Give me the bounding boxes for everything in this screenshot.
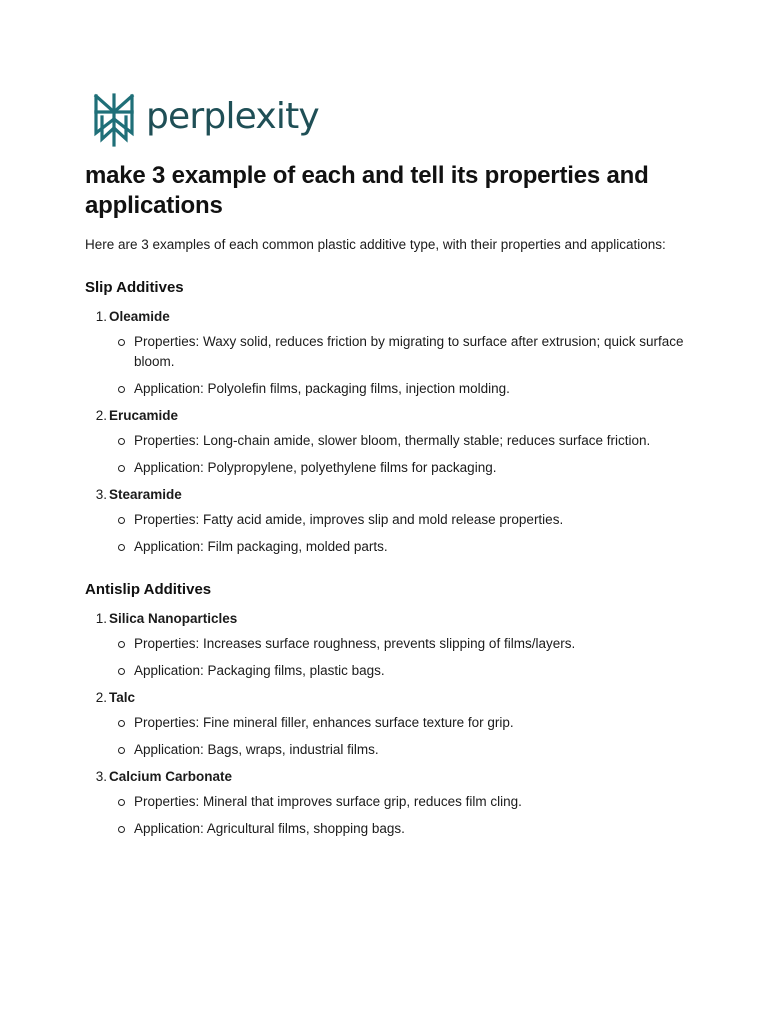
bullet-list (109, 332, 685, 399)
hollow-bullet-icon (118, 720, 125, 727)
intro-paragraph: Here are 3 examples of each common plastic additive type, with their properties and applications: (85, 237, 666, 252)
list-item-name: Stearamide (109, 487, 182, 502)
bullet-text: Properties: Fatty acid amide, improves slip and mold release properties. (134, 512, 564, 527)
list-item-number: 3. (95, 769, 107, 784)
bullet-text: Properties: Mineral that improves surface grip, reduces film cling. (134, 794, 522, 809)
list-item-name: Oleamide (109, 309, 170, 324)
bullet-item (109, 332, 685, 372)
hollow-bullet-icon (118, 438, 125, 445)
section (85, 580, 685, 839)
bullet-item (109, 713, 685, 733)
list-item-name: Talc (109, 690, 136, 705)
list-item-number: 1. (95, 309, 107, 324)
list-item-heading (95, 609, 685, 629)
bullet-text: Properties: Increases surface roughness, prevents slipping of films/layers. (134, 636, 576, 651)
hollow-bullet-icon (118, 799, 125, 806)
list-item-heading (95, 406, 685, 426)
brand-wordmark: perplexity (146, 96, 319, 137)
bullet-item (109, 537, 685, 557)
bullet-list (109, 792, 685, 839)
list-item-name: Silica Nanoparticles (109, 611, 238, 626)
bullet-list (109, 634, 685, 681)
list-item-number: 1. (95, 611, 107, 626)
list-item-name: Calcium Carbonate (109, 769, 233, 784)
list-item (85, 307, 685, 399)
hollow-bullet-icon (118, 465, 125, 472)
list-item-number: 2. (95, 690, 107, 705)
bullet-item (109, 458, 685, 478)
bullet-list (109, 431, 685, 478)
bullet-text: Application: Film packaging, molded parts. (134, 539, 388, 554)
bullet-item (109, 431, 685, 451)
bullet-item (109, 740, 685, 760)
perplexity-logo (92, 92, 319, 148)
bullet-item (109, 634, 685, 654)
bullet-text: Properties: Fine mineral filler, enhances surface texture for grip. (134, 715, 514, 730)
bullet-text: Application: Polyolefin films, packaging films, injection molding. (134, 381, 510, 396)
bullet-text: Application: Packaging films, plastic bags. (134, 663, 385, 678)
section-title: Slip Additives (85, 279, 184, 296)
hollow-bullet-icon (118, 826, 125, 833)
bullet-list (109, 510, 685, 557)
numbered-list (85, 307, 685, 557)
bullet-item (109, 819, 685, 839)
perplexity-logo-icon (92, 93, 136, 147)
hollow-bullet-icon (118, 641, 125, 648)
hollow-bullet-icon (118, 668, 125, 675)
bullet-text: Application: Bags, wraps, industrial films. (134, 742, 379, 757)
hollow-bullet-icon (118, 386, 125, 393)
list-item-number: 2. (95, 408, 107, 423)
hollow-bullet-icon (118, 747, 125, 754)
list-item-heading (95, 688, 685, 708)
bullet-list (109, 713, 685, 760)
section (85, 278, 685, 557)
bullet-text: Application: Polypropylene, polyethylene films for packaging. (134, 460, 497, 475)
hollow-bullet-icon (118, 339, 125, 346)
bullet-text: Properties: Long-chain amide, slower bloom, thermally stable; reduces surface friction. (134, 433, 651, 448)
list-item-heading (95, 485, 685, 505)
bullet-text: Application: Agricultural films, shopping bags. (134, 821, 405, 836)
list-item (85, 485, 685, 557)
numbered-list (85, 609, 685, 839)
section-title: Antislip Additives (85, 581, 212, 598)
bullet-item (109, 661, 685, 681)
hollow-bullet-icon (118, 517, 125, 524)
list-item (85, 406, 685, 478)
list-item-name: Erucamide (109, 408, 179, 423)
bullet-item (109, 510, 685, 530)
list-item (85, 767, 685, 839)
list-item-number: 3. (95, 487, 107, 502)
list-item (85, 688, 685, 760)
list-item (85, 609, 685, 681)
sections-container (85, 278, 685, 839)
bullet-text: Properties: Waxy solid, reduces friction by migrating to surface after extrusion; quick surface bloom. (134, 334, 684, 369)
hollow-bullet-icon (118, 544, 125, 551)
list-item-heading (95, 767, 685, 787)
answer-content (85, 161, 685, 846)
bullet-item (109, 379, 685, 399)
bullet-item (109, 792, 685, 812)
list-item-heading (95, 307, 685, 327)
page-title: make 3 example of each and tell its properties and applications (85, 162, 649, 219)
